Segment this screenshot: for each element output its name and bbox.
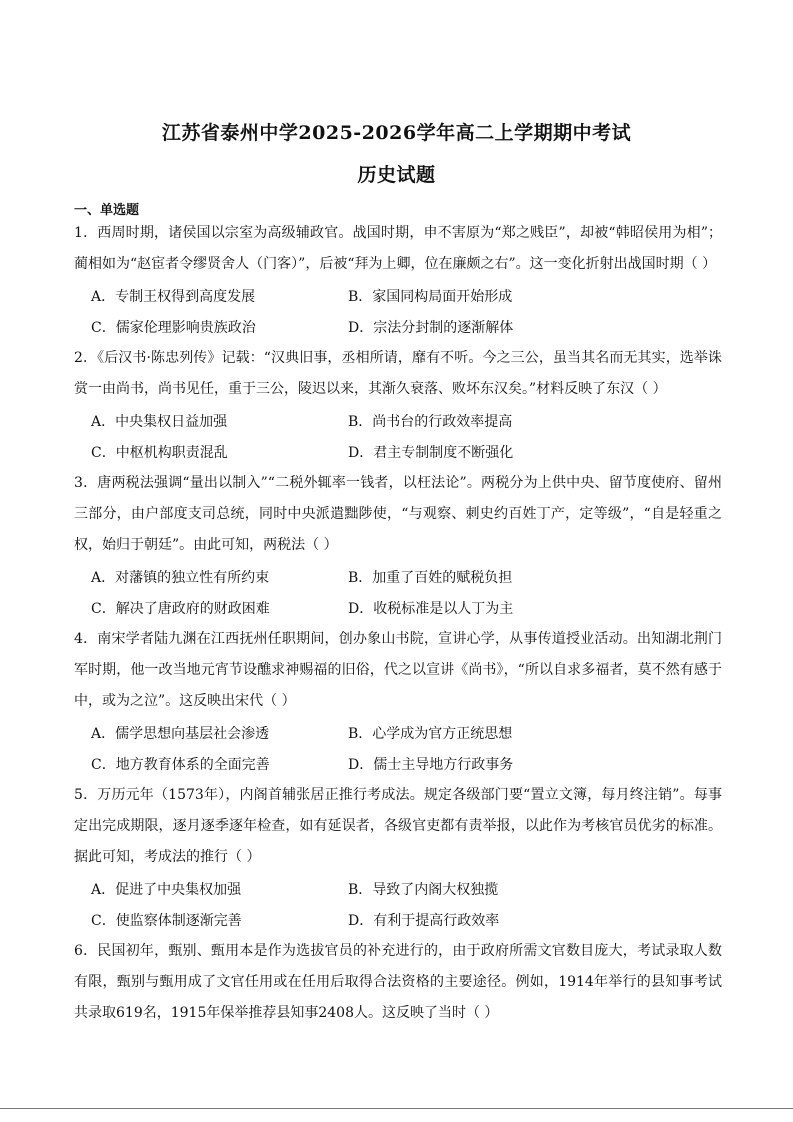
question-1-option-b[interactable]: B．家国同构局面开始形成 (348, 289, 513, 305)
question-5-stem: 5．万历元年（1573年），内阁首辅张居正推行考成法。规定各级部门要“置立文簿，每月终注销”。每事定出完成期限，逐月逐季逐年检查，如有延误者，各级官吏都有责举报，以此作为考核官员优劣的标准。据此可知，考成法的推行（ ） (74, 787, 722, 865)
question-2-option-d[interactable]: D．君主专制制度不断强化 (348, 445, 514, 461)
question-4-option-d[interactable]: D．儒士主导地方行政事务 (348, 757, 514, 773)
question-6-stem: 6．民国初年，甄别、甄用本是作为选拔官员的补充进行的，由于政府所需文官数目庞大，考试录取人数有限，甄别与甄用成了文官任用或在任用后取得合法资格的主要途径。例如，1914年举行的县知事考试共录取619名，1915年保举推荐县知事2408人。这反映了当时（ ） (74, 943, 722, 1021)
question-3-option-a[interactable]: A．对藩镇的独立性有所约束 (91, 570, 270, 586)
question-3-option-c[interactable]: C．解决了唐政府的财政困难 (91, 601, 270, 617)
question-4-option-c[interactable]: C．地方教育体系的全面完善 (91, 757, 270, 773)
question-2-option-b[interactable]: B．尚书台的行政效率提高 (348, 414, 513, 430)
question-3-option-d[interactable]: D．收税标准是以人丁为主 (348, 601, 514, 617)
question-5-option-c[interactable]: C．使监察体制逐渐完善 (91, 913, 242, 929)
question-2-option-c[interactable]: C．中枢机构职责混乱 (91, 445, 228, 461)
question-5-option-d[interactable]: D．有利于提高行政效率 (348, 913, 500, 929)
question-2-stem: 2．《后汉书·陈忠列传》记载：“汉典旧事，丞相所请，靡有不听。今之三公，虽当其名而无其实，选举诛赏一由尚书，尚书见任，重于三公，陵迟以来，其渐久衰落、败坏东汉矣。”材料反映了东汉（ ） (74, 350, 722, 397)
exam-subtitle: 历史试题 (357, 164, 436, 186)
exam-title: 江苏省泰州中学2025-2026学年高二上学期期中考试 (161, 122, 632, 144)
page-bottom-rule (0, 1108, 793, 1109)
question-1-option-d[interactable]: D．宗法分封制的逐渐解体 (348, 320, 514, 336)
question-4-option-b[interactable]: B．心学成为官方正统思想 (348, 726, 513, 742)
question-4-stem: 4．南宋学者陆九渊在江西抚州任职期间，创办象山书院，宣讲心学，从事传道授业活动。出知湖北荆门军时期，他一改当地元宵节设醮求神赐福的旧俗，代之以宣讲《尚书》，“所以自求多福者，莫不然有感于中，或为之泣”。这反映出宋代（ ） (74, 631, 722, 709)
question-3-stem: 3．唐两税法强调“量出以制入”“二税外辄率一钱者，以枉法论”。两税分为上供中央、留节度使府、留州三部分，由户部度支司总统，同时中央派遣黜陟使，“与观察、刺史约百姓丁产，定等级”，“自是轻重之权，始归于朝廷”。由此可知，两税法（ ） (74, 475, 722, 553)
section-heading: 一、单选题 (74, 203, 140, 218)
question-3-option-b[interactable]: B．加重了百姓的赋税负担 (348, 570, 513, 586)
question-5-option-a[interactable]: A．促进了中央集权加强 (91, 882, 242, 898)
question-5-option-b[interactable]: B．导致了内阁大权独揽 (348, 882, 499, 898)
question-1-option-c[interactable]: C．儒家伦理影响贵族政治 (91, 320, 256, 336)
question-1-stem: 1．西周时期，诸侯国以宗室为高级辅政官。战国时期，申不害原为“郑之贱臣”，却被“韩昭侯用为相”；蔺相如为“赵宦者令缪贤舍人（门客）”，后被“拜为上卿，位在廉颇之右”。这一变化折射出战国时期（ ） (74, 225, 722, 272)
question-1-option-a[interactable]: A．专制王权得到高度发展 (91, 289, 256, 305)
question-4-option-a[interactable]: A．儒学思想向基层社会渗透 (91, 726, 270, 742)
question-2-option-a[interactable]: A．中央集权日益加强 (91, 414, 228, 430)
